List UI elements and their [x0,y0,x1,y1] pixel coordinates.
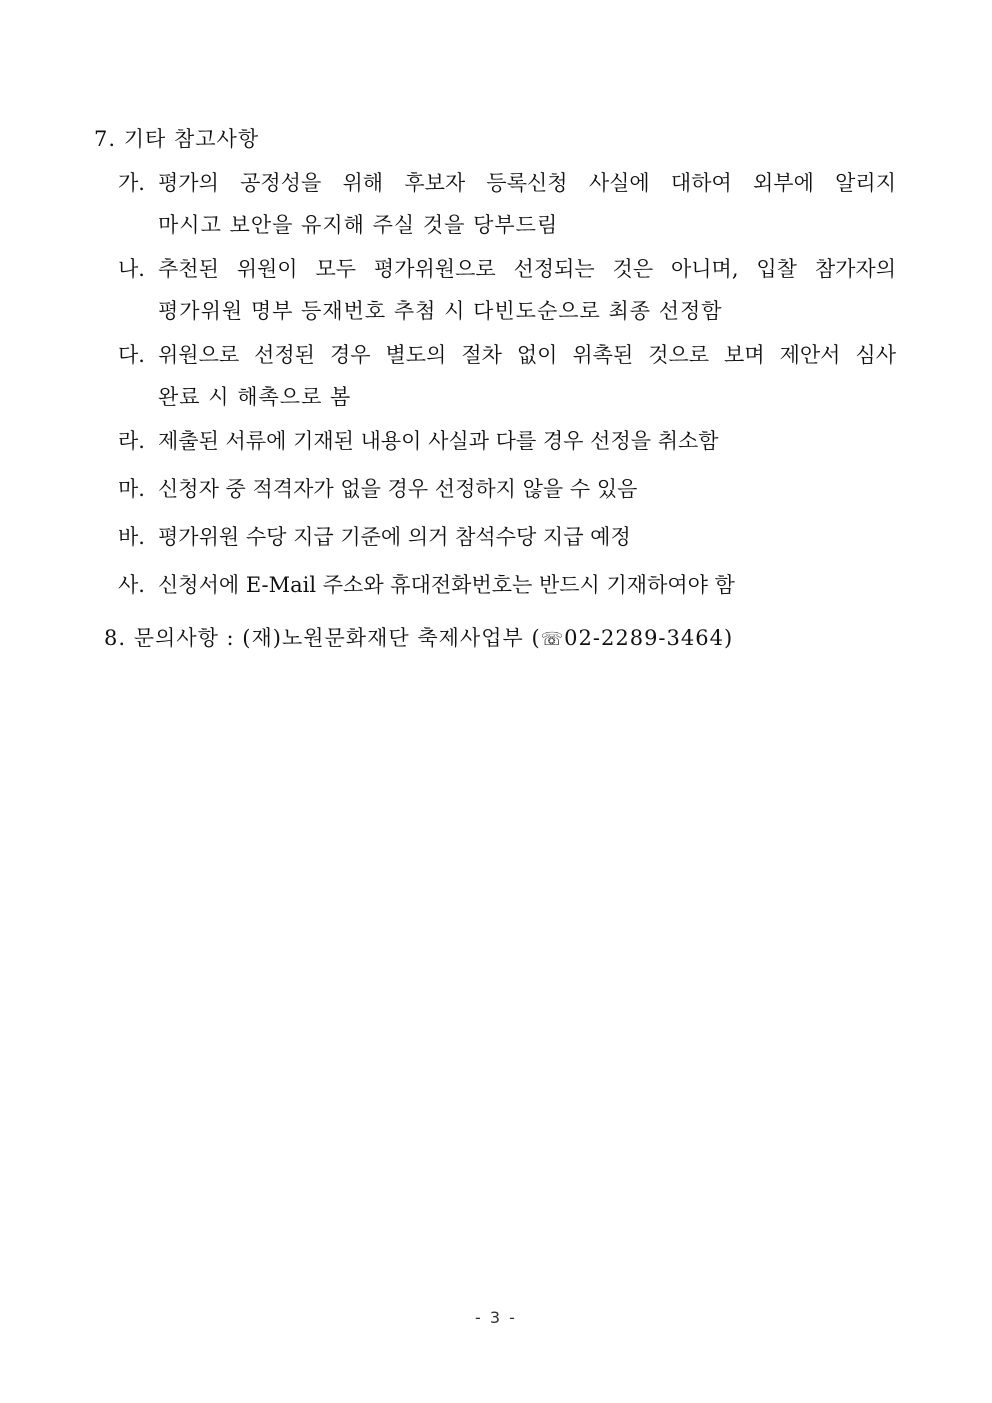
list-item-continuation: 마시고 보안을 유지해 주실 것을 당부드림 [158,213,559,237]
list-marker: 나. [118,257,145,281]
list-marker: 마. [118,477,145,501]
list-item-line [118,334,896,376]
list-item-text: 제출된 서류에 기재된 내용이 사실과 다를 경우 선정을 취소함 [158,429,719,453]
contact-label: 8. 문의사항 : (재)노원문화재단 축제사업부 ( [104,626,541,650]
list-item-na [118,248,896,332]
list-item-line [118,516,896,558]
list-item-line [118,468,896,510]
list-item-da [118,334,896,418]
list-item-text: 추천된 위원이 모두 평가위원으로 선정되는 것은 아니며, 입찰 참가자의 [158,257,896,281]
list-item-text: 위원으로 선정된 경우 별도의 절차 없이 위촉된 것으로 보며 제안서 심사 [158,343,896,367]
list-item-line [118,162,896,204]
list-marker: 라. [118,429,145,453]
section-8-contact [104,622,733,652]
page-number: - 3 - [475,1308,517,1327]
list-item-text: 평가위원 수당 지급 기준에 의거 참석수당 지급 예정 [158,525,631,549]
list-item-text: 신청자 중 적격자가 없을 경우 선정하지 않을 수 있음 [158,477,638,501]
list-item-continuation: 완료 시 해촉으로 봄 [158,385,352,409]
list-item-line [118,248,896,290]
list-marker: 다. [118,343,145,367]
list-item-continuation: 평가위원 명부 등재번호 추첨 시 다빈도순으로 최종 선정함 [158,299,723,323]
list-marker: 사. [118,573,145,597]
list-item-ra [118,420,896,462]
list-item-line [118,564,896,606]
contact-phone-number: 02-2289-3464 [564,626,724,650]
list-item-sa [118,564,896,606]
list-marker: 가. [118,171,145,195]
list-item-line [118,420,896,462]
list-item-text: 평가의 공정성을 위해 후보자 등록신청 사실에 대하여 외부에 알리지 [158,171,896,195]
list-item-ma [118,468,896,510]
contact-close-paren: ) [723,626,734,650]
list-item-ba [118,516,896,558]
list-marker: 바. [118,525,145,549]
phone-icon: ☏ [540,629,565,650]
section-7-heading: 7. 기타 참고사항 [94,127,260,151]
list-item-text: 신청서에 E-Mail 주소와 휴대전화번호는 반드시 기재하여야 함 [158,573,735,597]
list-item-ga [118,162,896,246]
